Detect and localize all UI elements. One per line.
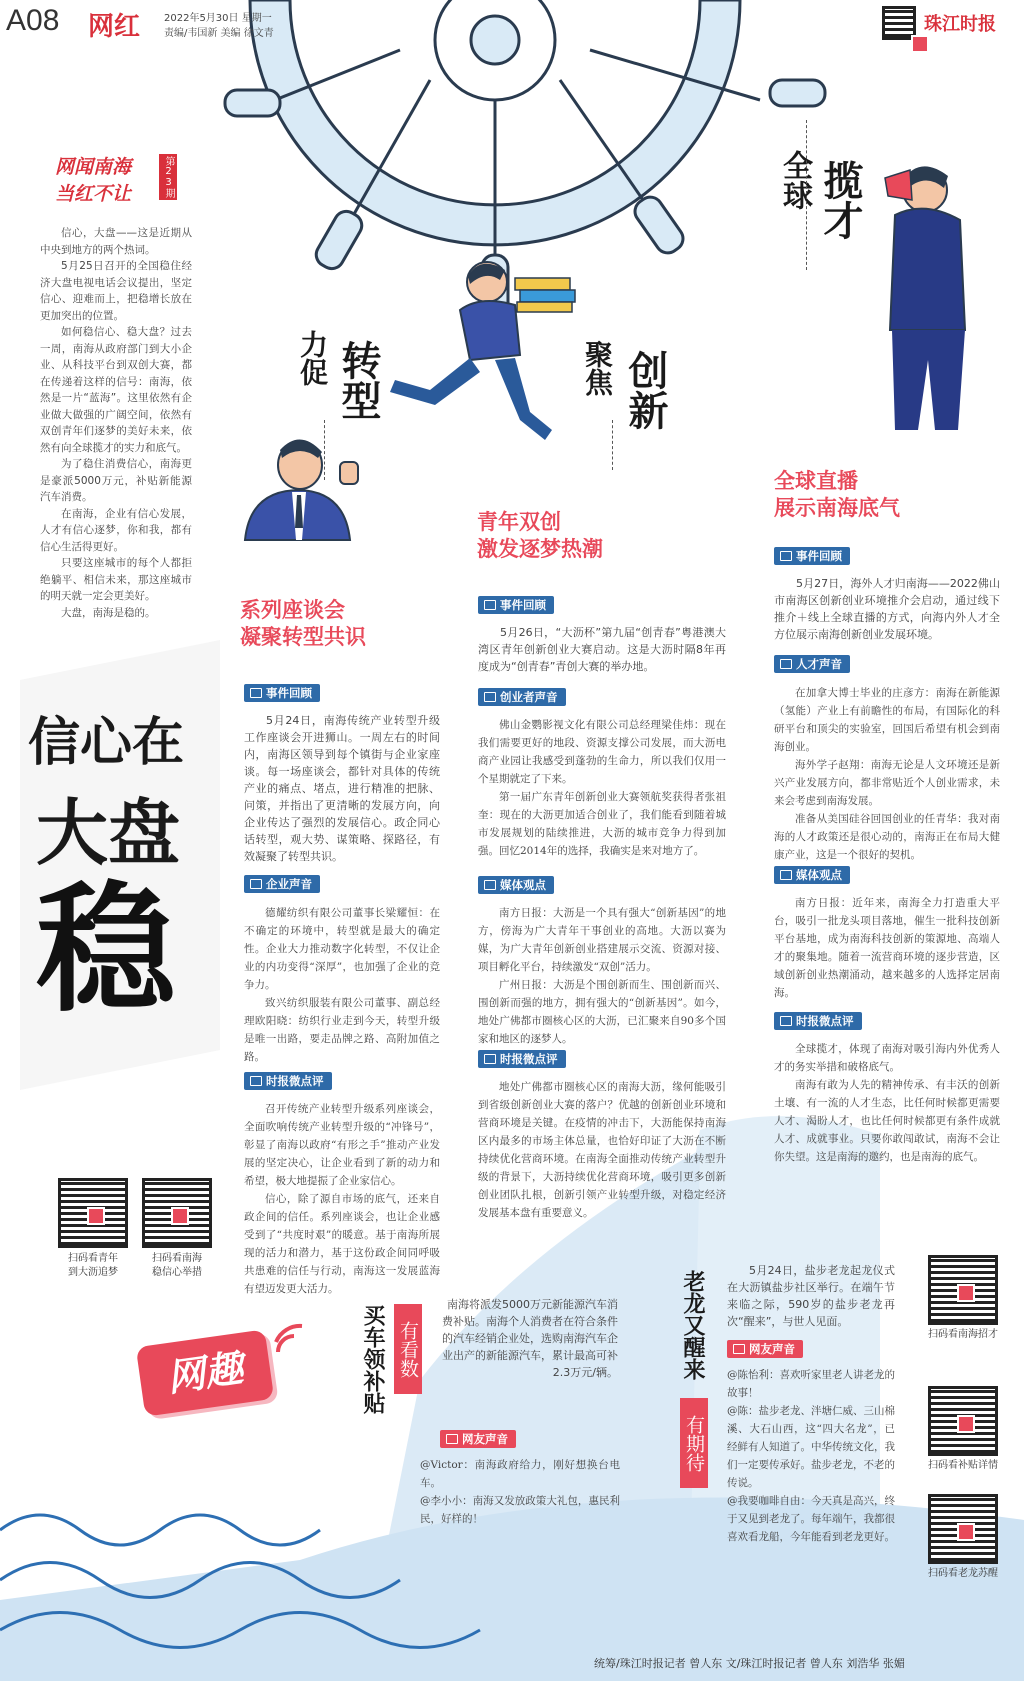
- car-headline: 买车领补贴: [360, 1304, 386, 1414]
- col2-tag-comment: [478, 1050, 566, 1068]
- col2-headline-line2: 激发逐梦热潮: [477, 536, 603, 561]
- speaker-icon: [484, 692, 496, 702]
- footer-credits: 统筹/珠江时报记者 曾人东 文/珠江时报记者 曾人东 刘浩华 张媚: [594, 1657, 905, 1670]
- intro-paragraph: 在南海，企业有信心发展，人才有信心逐梦，你和我，都有信心生活得更好。: [40, 507, 192, 553]
- tag-label: 事件回顾: [796, 549, 842, 563]
- fun-badge-label: 网趣: [164, 1344, 246, 1401]
- main-title-line2: 大盘: [36, 790, 181, 875]
- media-paragraph: 广州日报：大沥是个围创新而生、围创新而兴、围创新而强的地方，拥有强大的“创新基因”。如今，地处广佛都市圈核心区的大沥，已汇聚来自90多个国家和地区的逐梦人。: [478, 979, 726, 1045]
- theme-small-c: 全球: [777, 150, 812, 210]
- comment-paragraph: 南海有敢为人先的精神传承、有丰沃的创新土壤、有一流的人才生态，比任何时候都更需要人才、渴盼人才，也比任何时候都更有条件成就人才、成就事业。只要你敢闯敢试，南海不会让你失望。这是南海的邀约，也是南海的底气。: [774, 1079, 1000, 1163]
- quote-paragraph: 第一届广东青年创新创业大赛领航奖获得者张祖奎：现在的大沥更加适合创业了，我们能看到随着城市发展规划的陆续推进，大沥的城市竞争力得到加强。回忆2014年的选择，我确实是来对地方了。: [478, 791, 726, 857]
- col1-tag-voice: [244, 875, 320, 893]
- col2-event-text: 5月26日，“大沥杯”第九届“创青春”粤港澳大湾区青年创新创业大赛启动。这是大沥时隔8年再度成为“创青春”青创大赛的举办地。: [478, 626, 726, 673]
- edit-icon: [780, 1016, 792, 1026]
- netizen-comment: @李小小：南海又发放政策大礼包，惠民利民，好样的！: [420, 1495, 620, 1525]
- qr-code-talent[interactable]: [928, 1255, 998, 1325]
- col2-founder-text: [478, 716, 726, 860]
- netizen-comment: @Victor：南海政府给力，刚好想换台电车。: [420, 1459, 620, 1489]
- tag-label: 时报微点评: [796, 1014, 854, 1028]
- series-title-line1: 网闻南海: [55, 156, 132, 178]
- qr-caption-line: 扫码看青年: [68, 1253, 118, 1264]
- tag-label: 人才声音: [796, 657, 842, 671]
- comment-paragraph: 信心，除了源自市场的底气，还来自政企间的信任。系列座谈会，也让企业感受到了“共度时艰”的暖意。基于南海所展现的活力和潜力，基于这份政企间同呼吸共患难的信任与行动，南海这一发展蓝海有望迈发更大活力。: [244, 1193, 440, 1295]
- quote-paragraph: 致兴纺织服装有限公司董事、副总经理欧阳晓：纺织行业走到今天，转型升级是唯一出路，要走品牌之路、高附加值之路。: [244, 997, 440, 1063]
- col1-headline-line1: 系列座谈会: [240, 597, 345, 622]
- running-man-illustration: [390, 262, 575, 440]
- intro-paragraph: 只要这座城市的每个人都拒绝躺平、相信未来，那这座城市的明天就一定会更美好。: [40, 557, 192, 602]
- intro-text: [40, 225, 192, 621]
- theme-large-a: 转型: [335, 340, 382, 420]
- col2-tag-founder: [478, 688, 566, 706]
- comment-paragraph: 全球揽才，体现了南海对吸引海内外优秀人才的务实举措和破格底气。: [774, 1043, 1000, 1073]
- section-title: 网红: [88, 12, 141, 42]
- window-icon: [484, 880, 496, 890]
- main-title-line1: 信心在: [28, 712, 185, 773]
- col3-talent-text: [774, 684, 1000, 864]
- dragon-label: 有期待: [680, 1398, 708, 1488]
- masthead-qr-code[interactable]: [882, 6, 916, 40]
- businessman-illustration: [245, 439, 358, 540]
- col1-tag-event: [244, 684, 320, 702]
- intro-paragraph: 如何稳信心、稳大盘？过去一周，南海从政府部门到大小企业、从科技平台到双创大赛，都在传递着这样的信号：南海，依然是一片“蓝海”。这里依然有企业做大做强的广阔空间，依然有双创青年们逐梦的美好未来，依然有向全球揽才的实力和底气。: [40, 326, 192, 454]
- col3-tag-media: [774, 866, 850, 884]
- tag-label: 媒体观点: [796, 868, 842, 882]
- newspaper-logo: 珠江时报: [924, 14, 996, 35]
- col2-comment-text: 地处广佛都市圈核心区的南海大沥，缘何能吸引到省级创新创业大赛的落户？优越的创新创业环境和营商环境是关键。在疫情的冲击下，大沥能保持南海区内最多的市场主体总量，也恰好印证了大沥在不断持续优化营商环境。在南海全面推动传统产业转型升级的背景下，大沥持续优化营商环境，吸引更多创新创业团队扎根，创新引领产业转型升级，对稳定经济发展基本盘有重要意义。: [478, 1081, 726, 1219]
- comment-paragraph: 召开传统产业转型升级系列座谈会，全面吹响传统产业转型升级的“冲锋号”，彰显了南海以政府“有形之手”推动产业发展的坚定决心，让企业看到了新的动力和希望，极大地提振了企业家信心。: [244, 1103, 440, 1187]
- masthead: [0, 0, 1024, 40]
- col3-headline: [774, 467, 900, 521]
- dragon-tag-netizen: [727, 1340, 803, 1358]
- tag-label: 媒体观点: [500, 878, 546, 892]
- theme-arrow-b: [612, 420, 614, 470]
- col3-media-text: 南方日报：近年来，南海全力打造重大平台，吸引一批龙头项目落地，催生一批科技创新平台基地，成为南海科技创新的策源地、高端人才的聚集地。随着一流营商环境的逐步营造，区域创新创业热潮涌动，越来越多的人选择定居南海。: [774, 897, 1000, 999]
- qr-caption-line: 稳信心举措: [152, 1267, 202, 1278]
- col1-voice-text: [244, 904, 440, 1066]
- tag-label: 时报微点评: [266, 1074, 324, 1088]
- col3-tag-event: [774, 547, 850, 565]
- series-title-line2: 当红不让: [55, 183, 132, 205]
- col3-tag-comment: [774, 1012, 862, 1030]
- theme-large-c: 揽才: [817, 160, 864, 240]
- quote-paragraph: 准备从美国硅谷回国创业的任青华：我对南海的人才政策还是很心动的，南海正在布局大健康产业，这是一个很好的契机。: [774, 813, 1000, 861]
- theme-small-b: 聚焦: [581, 340, 614, 396]
- window-icon: [250, 688, 262, 698]
- col2-headline: [477, 508, 603, 562]
- qr-caption-talent: 扫码看南海招才: [928, 1329, 998, 1340]
- qr-code-confidence[interactable]: [142, 1178, 212, 1248]
- series-label: [55, 152, 174, 206]
- col2-headline-line1: 青年双创: [477, 509, 561, 534]
- intro-paragraph: 信心，大盘——这是近期从中央到地方的两个热词。: [40, 227, 192, 256]
- car-comments: [420, 1456, 620, 1528]
- page-number: A08: [6, 4, 60, 37]
- theme-arrow-c: [806, 120, 808, 270]
- dragon-comments: [727, 1366, 895, 1546]
- window-icon: [484, 600, 496, 610]
- tag-label: 事件回顾: [266, 686, 312, 700]
- tag-label: 事件回顾: [500, 598, 546, 612]
- col3-headline-line2: 展示南海底气: [774, 495, 900, 520]
- dragon-headline: 老龙又醒来: [680, 1270, 706, 1380]
- car-label: 有看数: [394, 1304, 422, 1394]
- qr-caption-line: 到大沥追梦: [68, 1267, 118, 1278]
- series-issue-badge: 第23期: [159, 154, 177, 200]
- col3-event-text: 5月27日，海外人才归南海——2022佛山市南海区创新创业环境推介会启动，通过线下推介＋线上全球直播的方式，向海内外人才全方位展示南海创新创业发展环境。: [774, 577, 1000, 641]
- theme-small-a: 力促: [296, 330, 329, 386]
- col3-headline-line1: 全球直播: [774, 468, 858, 493]
- speaker-icon: [733, 1344, 745, 1354]
- col1-tag-comment: [244, 1072, 332, 1090]
- theme-arrow-a: [324, 420, 326, 480]
- signal-waves-icon: [272, 1322, 322, 1372]
- intro-paragraph: 为了稳住消费信心，南海更是豪派5000万元，补贴新能源汽车消费。: [40, 458, 192, 503]
- window-icon: [780, 551, 792, 561]
- quote-paragraph: 在加拿大博士毕业的庄彦方：南海在新能源（氢能）产业上有前瞻性的布局，有国际化的科研平台和顶尖的实验室，回国后希望有机会到南海创业。: [774, 687, 1000, 753]
- quote-paragraph: 德耀纺织有限公司董事长梁耀恒：在不确定的环境中，转型就是最大的确定性。企业大力推动数字化转型，不仅让企业的内功变得“深厚”，也加强了企业的竞争力。: [244, 907, 440, 991]
- tag-label: 创业者声音: [500, 690, 558, 704]
- intro-paragraph: 5月25日召开的全国稳住经济大盘电视电话会议提出，坚定信心、迎难而上，把稳增长放在更加突出的位置。: [40, 260, 192, 322]
- edit-icon: [250, 1076, 262, 1086]
- netizen-comment: @陈：盐步老龙、泮塘仁威、三山棉溪、大石山西，这“四大名龙”，已经鲜有人知道了。中华传统文化，我们一定要传承好。盐步老龙，不老的传说。: [727, 1405, 895, 1489]
- col3-comment-text: [774, 1040, 1000, 1166]
- car-text: 南海将派发5000万元新能源汽车消费补贴。南海个人消费者在符合条件的汽车经销企业处，选购南海汽车企业出产的新能源汽车，累计最高可补2.3万元/辆。: [442, 1298, 618, 1379]
- quote-paragraph: 海外学子赵翔：南海无论是人文环境还是新兴产业发展方向，都非常贴近个人创业需求，未来会考虑到南海发展。: [774, 759, 1000, 807]
- col1-headline: [240, 596, 366, 650]
- qr-code-subsidy[interactable]: [928, 1386, 998, 1456]
- dragon-text: 5月24日，盐步老龙起龙仪式在大沥镇盐步社区举行。在端午节来临之际，590岁的盐步老龙再次“醒来”，与世人见面。: [727, 1264, 895, 1328]
- col2-tag-media: [478, 876, 554, 894]
- col2-tag-event: [478, 596, 554, 614]
- tag-label: 企业声音: [266, 877, 312, 891]
- speaker-icon: [780, 659, 792, 669]
- col1-headline-line2: 凝聚转型共识: [240, 624, 366, 649]
- qr-caption-confidence: [132, 1252, 222, 1280]
- intro-paragraph: 大盘，南海是稳的。: [61, 606, 156, 619]
- col1-event-text: 5月24日，南海传统产业转型升级工作座谈会开进狮山。一周左右的时间内，南海区领导到每个镇街与企业家座谈。每一场座谈会，都针对具体的传统产业的痛点、堵点，进行精准的把脉、问策，并指出了更清晰的发展方向，向企业传达了强烈的发展信心。政企同心话转型，观大势、谋策略、探路径，有效凝聚了转型共识。: [244, 714, 440, 863]
- quote-paragraph: 佛山金鹦影视文化有限公司总经理梁佳炜：现在我们需要更好的地段、资源支撑公司发展，而大沥电商产业园让我感受到蓬勃的生命力，所以我们仅用一个星期就定了下来。: [478, 719, 726, 785]
- speaker-icon: [250, 879, 262, 889]
- main-title-line3: 稳: [36, 868, 177, 1032]
- qr-caption-subsidy: 扫码看补贴详情: [928, 1460, 998, 1471]
- netizen-comment: @陈怡利：喜欢听家里老人讲老龙的故事！: [727, 1369, 895, 1399]
- col2-media-text: [478, 904, 726, 1048]
- col3-tag-talent: [774, 655, 850, 673]
- tag-label: 网友声音: [749, 1342, 795, 1356]
- speaker-icon: [446, 1434, 458, 1444]
- theme-large-b: 创新: [622, 350, 669, 430]
- qr-caption-youth: [48, 1252, 138, 1280]
- tag-label: 网友声音: [462, 1432, 508, 1446]
- editors-credit: 责编/韦国新 美编 徐文青: [164, 28, 274, 39]
- qr-caption-dragon: 扫码看老龙苏醒: [928, 1568, 998, 1579]
- edit-icon: [484, 1054, 496, 1064]
- issue-date: 2022年5月30日 星期一: [164, 13, 272, 24]
- ship-wheel-illustration: [225, 0, 825, 315]
- qr-caption-line: 扫码看南海: [152, 1253, 202, 1264]
- netizen-comment: @我要咖啡自由：今天真是高兴，终于又见到老龙了。每年端午，我都很喜欢看龙船，今年能看到老龙更好。: [727, 1495, 895, 1543]
- window-icon: [780, 870, 792, 880]
- megaphone-man-illustration: [885, 166, 965, 430]
- qr-code-youth[interactable]: [58, 1178, 128, 1248]
- car-tag-netizen: [440, 1430, 516, 1448]
- col1-comment-text: [244, 1100, 440, 1298]
- media-paragraph: 南方日报：大沥是一个具有强大“创新基因”的地方，傍海为广大青年干事创业的高地。大沥以赛为媒，为广大青年创新创业搭建展示交流、资源对接、项目孵化平台，持续激发“双创”活力。: [478, 907, 726, 973]
- qr-code-dragon[interactable]: [928, 1494, 998, 1564]
- tag-label: 时报微点评: [500, 1052, 558, 1066]
